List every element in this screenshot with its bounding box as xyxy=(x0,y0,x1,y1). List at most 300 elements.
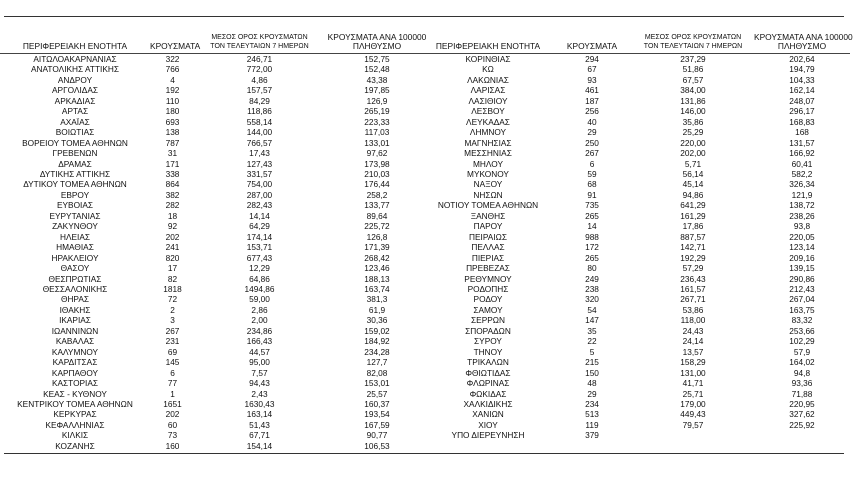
avg-cell: 331,57 xyxy=(246,168,273,179)
avg-cell: 25,29 xyxy=(682,127,704,138)
per-100k-cell: 197,85 xyxy=(364,85,390,96)
left-header-per xyxy=(324,22,430,54)
cases-cell: 35 xyxy=(587,325,597,336)
table-row xyxy=(0,389,430,399)
header-avg-line1: ΜΕΣΟΣ ΟΡΟΣ ΚΡΟΥΣΜΑΤΩΝ xyxy=(644,34,742,41)
region-cell: ΥΠΟ ΔΙΕΡΕΥΝΗΣΗ xyxy=(451,430,525,441)
per-100k-cell: 61,9 xyxy=(368,304,386,315)
table-row xyxy=(424,64,850,74)
avg-cell: 84,29 xyxy=(249,95,270,106)
region-cell: ΕΥΒΟΙΑΣ xyxy=(56,200,94,211)
avg-cell: 287,00 xyxy=(246,189,273,200)
table-row xyxy=(424,357,850,367)
cases-cell: 67 xyxy=(587,64,597,75)
left-header-region xyxy=(0,22,150,54)
cases-cell: 22 xyxy=(587,336,597,347)
avg-cell: 220,00 xyxy=(680,137,706,148)
avg-cell: 234,86 xyxy=(246,325,273,336)
region-cell: ΒΟΙΩΤΙΑΣ xyxy=(55,127,95,138)
cases-cell: 241 xyxy=(165,242,180,253)
table-row xyxy=(424,75,850,85)
per-100k-cell: 133,77 xyxy=(364,200,390,211)
cases-cell: 249 xyxy=(585,273,599,284)
table-row xyxy=(0,211,430,221)
region-cell: ΣΕΡΡΩΝ xyxy=(471,315,505,326)
region-cell: ΚΩ xyxy=(482,64,494,75)
region-cell: ΣΥΡΟΥ xyxy=(474,336,502,347)
region-cell: ΚΑΣΤΟΡΙΑΣ xyxy=(51,378,99,389)
avg-cell: 118,00 xyxy=(680,315,706,326)
table-row xyxy=(0,420,430,430)
per-100k-cell: 188,13 xyxy=(364,273,390,284)
cases-cell: 513 xyxy=(585,409,599,420)
per-100k-cell: 265,19 xyxy=(364,106,390,117)
table-row xyxy=(0,117,430,127)
per-100k-cell: 202,64 xyxy=(789,54,815,64)
per-100k-cell: 94,8 xyxy=(793,367,811,378)
region-cell: ΘΕΣΠΡΩΤΙΑΣ xyxy=(48,273,102,284)
avg-cell: 174,14 xyxy=(246,231,273,242)
avg-cell: 192,29 xyxy=(680,252,706,263)
avg-cell: 24,14 xyxy=(682,336,704,347)
right-header-per xyxy=(754,22,853,54)
header-cases-text: ΚΡΟΥΣΜΑΤΑ xyxy=(566,41,618,51)
cases-cell: 202 xyxy=(165,231,180,242)
table-row xyxy=(424,54,850,65)
cases-cell: 54 xyxy=(587,304,597,315)
avg-cell: 95,00 xyxy=(249,357,270,368)
avg-cell: 887,57 xyxy=(680,231,706,242)
region-cell: ΗΛΕΙΑΣ xyxy=(59,231,91,242)
per-100k-cell: 253,66 xyxy=(789,325,815,336)
table-row xyxy=(0,64,430,74)
table-row xyxy=(424,190,850,200)
cases-cell: 338 xyxy=(165,168,180,179)
cases-cell: 1 xyxy=(170,388,175,399)
region-cell: ΣΠΟΡΑΔΩΝ xyxy=(465,325,511,336)
header-per-line1: ΚΡΟΥΣΜΑΤΑ ΑΝΑ 100000 xyxy=(327,32,427,42)
region-cell: ΚΕΝΤΡΙΚΟΥ ΤΟΜΕΑ ΑΘΗΝΩΝ xyxy=(17,398,133,409)
region-cell: ΜΑΓΝΗΣΙΑΣ xyxy=(464,137,512,148)
avg-cell: 41,71 xyxy=(682,378,704,389)
per-100k-cell: 71,88 xyxy=(791,388,813,399)
avg-cell: 35,86 xyxy=(682,116,704,127)
region-cell: ΚΕΦΑΛΛΗΝΙΑΣ xyxy=(45,419,105,430)
table-row xyxy=(0,75,430,85)
table-row xyxy=(424,305,850,315)
avg-cell: 166,43 xyxy=(246,336,273,347)
cases-cell: 322 xyxy=(165,54,180,64)
region-cell: ΑΡΚΑΔΙΑΣ xyxy=(54,95,96,106)
avg-cell: 57,29 xyxy=(682,263,704,274)
avg-cell: 13,57 xyxy=(682,346,704,357)
table-row xyxy=(0,169,430,179)
avg-cell: 94,43 xyxy=(249,378,270,389)
cases-cell: 59 xyxy=(587,168,597,179)
per-100k-cell: 327,62 xyxy=(789,409,815,420)
table-row xyxy=(0,399,430,409)
region-cell: ΚΑΒΑΛΑΣ xyxy=(55,336,95,347)
table-row xyxy=(424,368,850,378)
per-100k-cell: 267,04 xyxy=(789,294,815,305)
cases-cell: 145 xyxy=(165,357,180,368)
region-cell: ΘΗΡΑΣ xyxy=(60,294,90,305)
table-row xyxy=(424,294,850,304)
avg-cell xyxy=(632,430,754,440)
per-100k-cell: 290,86 xyxy=(789,273,815,284)
cases-cell: 147 xyxy=(585,315,599,326)
cases-cell: 77 xyxy=(167,378,178,389)
table-row xyxy=(424,389,850,399)
cases-cell: 250 xyxy=(585,137,599,148)
cases-cell: 215 xyxy=(585,357,599,368)
table-row xyxy=(0,409,430,419)
region-cell: ΑΝΔΡΟΥ xyxy=(57,74,93,85)
cases-cell: 202 xyxy=(165,409,180,420)
left-header-cases xyxy=(150,22,201,54)
avg-cell: 2,86 xyxy=(251,304,268,315)
per-100k-cell: 164,02 xyxy=(789,357,815,368)
region-cell: ΧΑΝΙΩΝ xyxy=(472,409,504,420)
table-row xyxy=(424,399,850,409)
avg-cell: 2,43 xyxy=(251,388,268,399)
right-header-row xyxy=(424,22,850,54)
region-cell: ΑΡΓΟΛΙΔΑΣ xyxy=(52,85,98,96)
cases-cell: 160 xyxy=(165,440,180,451)
cases-cell: 187 xyxy=(585,95,599,106)
cases-cell: 91 xyxy=(587,189,597,200)
per-100k-cell: 25,57 xyxy=(366,388,388,399)
left-cases-table xyxy=(0,22,430,451)
per-100k-cell: 152,75 xyxy=(364,54,390,64)
per-100k-cell: 166,92 xyxy=(789,148,815,159)
table-row xyxy=(0,179,430,189)
cases-cell: 29 xyxy=(587,127,597,138)
region-cell: ΛΕΣΒΟΥ xyxy=(471,106,505,117)
avg-cell: 56,14 xyxy=(682,168,704,179)
per-100k-cell: 163,74 xyxy=(364,283,390,294)
avg-cell: 179,00 xyxy=(680,398,706,409)
per-100k-cell: 127,7 xyxy=(366,357,388,368)
region-cell: ΝΑΞΟΥ xyxy=(473,179,503,190)
region-cell: ΤΗΝΟΥ xyxy=(473,346,503,357)
cases-cell: 150 xyxy=(585,367,599,378)
per-100k-cell: 168 xyxy=(795,127,809,138)
per-100k-cell: 163,75 xyxy=(789,304,815,315)
right-header-avg xyxy=(632,22,754,54)
table-row xyxy=(0,54,430,65)
avg-cell: 267,71 xyxy=(680,294,706,305)
per-100k-cell: 193,54 xyxy=(364,409,390,420)
cases-cell: 735 xyxy=(585,200,599,211)
table-row xyxy=(424,127,850,137)
table-row xyxy=(424,85,850,95)
per-100k-cell: 121,9 xyxy=(791,189,813,200)
avg-cell: 677,43 xyxy=(246,252,273,263)
region-cell: ΤΡΙΚΑΛΩΝ xyxy=(467,357,509,368)
cases-cell: 93 xyxy=(587,74,597,85)
table-row xyxy=(424,242,850,252)
region-cell: ΚΟΡΙΝΘΙΑΣ xyxy=(465,54,511,64)
top-rule xyxy=(4,16,844,17)
avg-cell: 59,00 xyxy=(249,294,270,305)
table-row xyxy=(0,315,430,325)
region-cell: ΜΥΚΟΝΟΥ xyxy=(467,168,509,179)
per-100k-cell: 126,8 xyxy=(366,231,388,242)
table-row xyxy=(424,169,850,179)
avg-cell: 641,29 xyxy=(680,200,706,211)
avg-cell: 202,00 xyxy=(680,148,706,159)
cases-cell: 461 xyxy=(585,85,599,96)
cases-cell: 231 xyxy=(165,336,180,347)
avg-cell: 79,57 xyxy=(682,419,704,430)
per-100k-cell xyxy=(754,430,850,440)
table-row xyxy=(424,221,850,231)
region-cell: ΧΙΟΥ xyxy=(478,419,498,430)
avg-cell: 94,86 xyxy=(682,189,704,200)
cases-cell: 320 xyxy=(585,294,599,305)
region-cell: ΠΕΙΡΑΙΩΣ xyxy=(469,231,507,242)
per-100k-cell: 160,37 xyxy=(364,398,390,409)
avg-cell: 282,43 xyxy=(246,200,273,211)
per-100k-cell: 138,72 xyxy=(789,200,815,211)
region-cell: ΑΡΤΑΣ xyxy=(61,106,89,117)
region-cell: ΚΑΡΠΑΘΟΥ xyxy=(51,367,99,378)
table-row xyxy=(424,315,850,325)
cases-cell: 766 xyxy=(165,64,180,75)
table-row xyxy=(424,326,850,336)
table-row xyxy=(0,294,430,304)
region-cell: ΛΑΡΙΣΑΣ xyxy=(470,85,506,96)
table-row xyxy=(424,378,850,388)
per-100k-cell: 60,41 xyxy=(791,158,813,169)
table-row xyxy=(424,420,850,430)
per-100k-cell: 131,57 xyxy=(789,137,815,148)
cases-cell: 48 xyxy=(587,378,597,389)
table-row xyxy=(0,305,430,315)
region-cell: ΚΑΡΔΙΤΣΑΣ xyxy=(52,357,98,368)
cases-cell: 1651 xyxy=(163,398,182,409)
avg-cell: 64,29 xyxy=(249,221,270,232)
per-100k-cell: 30,36 xyxy=(366,315,388,326)
per-100k-cell: 258,2 xyxy=(366,189,388,200)
header-avg-line1: ΜΕΣΟΣ ΟΡΟΣ ΚΡΟΥΣΜΑΤΩΝ xyxy=(211,34,308,41)
table-row xyxy=(0,274,430,284)
cases-cell: 1818 xyxy=(163,283,182,294)
table-row xyxy=(424,336,850,346)
region-cell: ΓΡΕΒΕΝΩΝ xyxy=(52,148,98,159)
per-100k-cell: 126,9 xyxy=(366,95,388,106)
table-row xyxy=(424,211,850,221)
per-100k-cell: 296,17 xyxy=(789,106,815,117)
cases-cell: 265 xyxy=(585,252,599,263)
table-row xyxy=(0,430,430,440)
table-row xyxy=(424,263,850,273)
header-per-line1: ΚΡΟΥΣΜΑΤΑ ΑΝΑ 100000 xyxy=(754,32,853,42)
region-cell: ΑΧΑΪΑΣ xyxy=(60,116,90,127)
region-cell: ΚΕΑΣ - ΚΥΘΝΟΥ xyxy=(43,388,107,399)
table-row xyxy=(424,117,850,127)
table-row xyxy=(424,409,850,419)
table-row xyxy=(0,232,430,242)
cases-cell: 69 xyxy=(167,346,178,357)
cases-cell: 3 xyxy=(170,315,175,326)
per-100k-cell: 268,42 xyxy=(364,252,390,263)
region-cell: ΕΥΡΥΤΑΝΙΑΣ xyxy=(49,210,101,221)
right-table-body xyxy=(424,54,850,441)
table-row xyxy=(424,179,850,189)
region-cell: ΜΗΛΟΥ xyxy=(473,158,503,169)
cases-cell: 6 xyxy=(589,158,595,169)
cases-cell: 80 xyxy=(587,263,597,274)
avg-cell: 558,14 xyxy=(246,116,273,127)
region-cell: ΛΕΥΚΑΔΑΣ xyxy=(466,116,510,127)
per-100k-cell: 234,28 xyxy=(364,346,390,357)
avg-cell: 45,14 xyxy=(682,179,704,190)
region-cell: ΠΕΛΛΑΣ xyxy=(471,242,505,253)
region-cell: ΙΩΑΝΝΙΝΩΝ xyxy=(51,325,99,336)
cases-cell: 256 xyxy=(585,106,599,117)
region-cell: ΙΘΑΚΗΣ xyxy=(59,304,91,315)
table-row xyxy=(424,284,850,294)
avg-cell: 754,00 xyxy=(246,179,273,190)
avg-cell: 5,71 xyxy=(684,158,702,169)
per-100k-cell: 153,01 xyxy=(364,378,390,389)
avg-cell: 7,57 xyxy=(251,367,268,378)
region-cell: ΠΡΕΒΕΖΑΣ xyxy=(466,263,510,274)
cases-cell: 787 xyxy=(165,137,180,148)
avg-cell: 237,29 xyxy=(680,54,706,64)
left-header-row xyxy=(0,22,430,54)
avg-cell: 131,00 xyxy=(680,367,706,378)
cases-cell: 14 xyxy=(587,221,597,232)
cases-cell: 267 xyxy=(165,325,180,336)
per-100k-cell: 57,9 xyxy=(793,346,811,357)
per-100k-cell: 93,8 xyxy=(793,221,811,232)
avg-cell: 772,00 xyxy=(246,64,273,75)
per-100k-cell: 82,08 xyxy=(366,367,388,378)
region-cell: ΖΑΚΥΝΘΟΥ xyxy=(52,221,98,232)
per-100k-cell: 83,32 xyxy=(791,315,813,326)
table-row xyxy=(424,430,850,440)
avg-cell: 236,43 xyxy=(680,273,706,284)
region-cell: ΡΟΔΟΠΗΣ xyxy=(467,283,509,294)
avg-cell: 161,29 xyxy=(680,210,706,221)
avg-cell: 449,43 xyxy=(680,409,706,420)
per-100k-cell: 104,33 xyxy=(789,74,815,85)
cases-cell: 820 xyxy=(165,252,180,263)
cases-cell: 4 xyxy=(170,74,175,85)
avg-cell: 44,57 xyxy=(249,346,270,357)
region-cell: ΠΙΕΡΙΑΣ xyxy=(471,252,505,263)
left-table-section xyxy=(0,22,430,451)
cases-cell: 171 xyxy=(165,158,180,169)
per-100k-cell: 97,62 xyxy=(366,148,388,159)
avg-cell: 51,86 xyxy=(682,64,704,75)
table-row xyxy=(0,441,430,451)
per-100k-cell: 123,46 xyxy=(364,263,390,274)
table-row xyxy=(0,263,430,273)
avg-cell: 25,71 xyxy=(682,388,704,399)
avg-cell: 158,29 xyxy=(680,357,706,368)
table-row xyxy=(424,232,850,242)
region-cell: ΘΑΣΟΥ xyxy=(60,263,90,274)
right-table-section xyxy=(424,22,853,441)
per-100k-cell: 210,03 xyxy=(364,168,390,179)
region-cell: ΣΑΜΟΥ xyxy=(473,304,503,315)
per-100k-cell: 381,3 xyxy=(366,294,388,305)
cases-cell: 265 xyxy=(585,210,599,221)
table-row xyxy=(424,253,850,263)
table-row xyxy=(0,326,430,336)
cases-cell: 234 xyxy=(585,398,599,409)
cases-cell: 172 xyxy=(585,242,599,253)
avg-cell: 4,86 xyxy=(251,74,268,85)
table-row xyxy=(0,336,430,346)
region-cell: ΑΙΤΩΛΟΑΚΑΡΝΑΝΙΑΣ xyxy=(33,54,117,64)
per-100k-cell: 102,29 xyxy=(789,336,815,347)
per-100k-cell: 93,36 xyxy=(791,378,813,389)
region-cell: ΜΕΣΣΗΝΙΑΣ xyxy=(464,148,512,159)
per-100k-cell: 106,53 xyxy=(364,440,390,451)
table-row xyxy=(0,148,430,158)
avg-cell: 384,00 xyxy=(680,85,706,96)
cases-cell: 2 xyxy=(170,304,175,315)
cases-cell: 92 xyxy=(167,221,178,232)
per-100k-cell: 152,48 xyxy=(364,64,390,75)
avg-cell: 142,71 xyxy=(680,242,706,253)
per-100k-cell: 238,26 xyxy=(789,210,815,221)
cases-cell: 238 xyxy=(585,283,599,294)
table-row xyxy=(0,253,430,263)
cases-cell: 138 xyxy=(165,127,180,138)
avg-cell: 14,14 xyxy=(249,210,270,221)
per-100k-cell: 168,83 xyxy=(789,116,815,127)
table-row xyxy=(0,242,430,252)
region-cell: ΝΗΣΩΝ xyxy=(473,189,503,200)
avg-cell: 766,57 xyxy=(246,137,273,148)
avg-cell: 51,43 xyxy=(249,419,270,430)
region-cell: ΡΕΘΥΜΝΟΥ xyxy=(464,273,512,284)
per-100k-cell: 223,33 xyxy=(364,116,390,127)
header-avg-line2: ΤΟΝ ΤΕΛΕΥΤΑΙΩΝ 7 ΗΜΕΡΩΝ xyxy=(643,43,743,50)
per-100k-cell: 194,79 xyxy=(789,64,815,75)
per-100k-cell: 90,77 xyxy=(366,430,388,441)
header-avg-line2: ΤΟΝ ΤΕΛΕΥΤΑΙΩΝ 7 ΗΜΕΡΩΝ xyxy=(210,43,309,50)
per-100k-cell: 123,14 xyxy=(789,242,815,253)
cases-cell: 6 xyxy=(170,367,175,378)
per-100k-cell: 220,95 xyxy=(789,398,815,409)
cases-cell: 18 xyxy=(167,210,178,221)
region-cell: ΛΑΚΩΝΙΑΣ xyxy=(467,74,509,85)
table-row xyxy=(0,159,430,169)
per-100k-cell: 167,59 xyxy=(364,419,390,430)
avg-cell: 64,86 xyxy=(249,273,270,284)
region-cell: ΑΝΑΤΟΛΙΚΗΣ ΑΤΤΙΚΗΣ xyxy=(30,64,120,75)
region-cell: ΚΟΖΑΝΗΣ xyxy=(55,440,95,451)
table-row xyxy=(424,148,850,158)
header-region-text: ΠΕΡΙΦΕΡΕΙΑΚΗ ΕΝΟΤΗΤΑ xyxy=(22,41,128,51)
table-row xyxy=(0,190,430,200)
header-cases-text: ΚΡΟΥΣΜΑΤΑ xyxy=(150,41,201,51)
left-table-body xyxy=(0,54,430,452)
per-100k-cell: 43,38 xyxy=(366,74,388,85)
region-cell: ΞΑΝΘΗΣ xyxy=(470,210,506,221)
cases-cell: 17 xyxy=(167,263,178,274)
table-row xyxy=(424,347,850,357)
region-cell: ΙΚΑΡΙΑΣ xyxy=(59,315,91,326)
avg-cell: 2,00 xyxy=(251,315,268,326)
